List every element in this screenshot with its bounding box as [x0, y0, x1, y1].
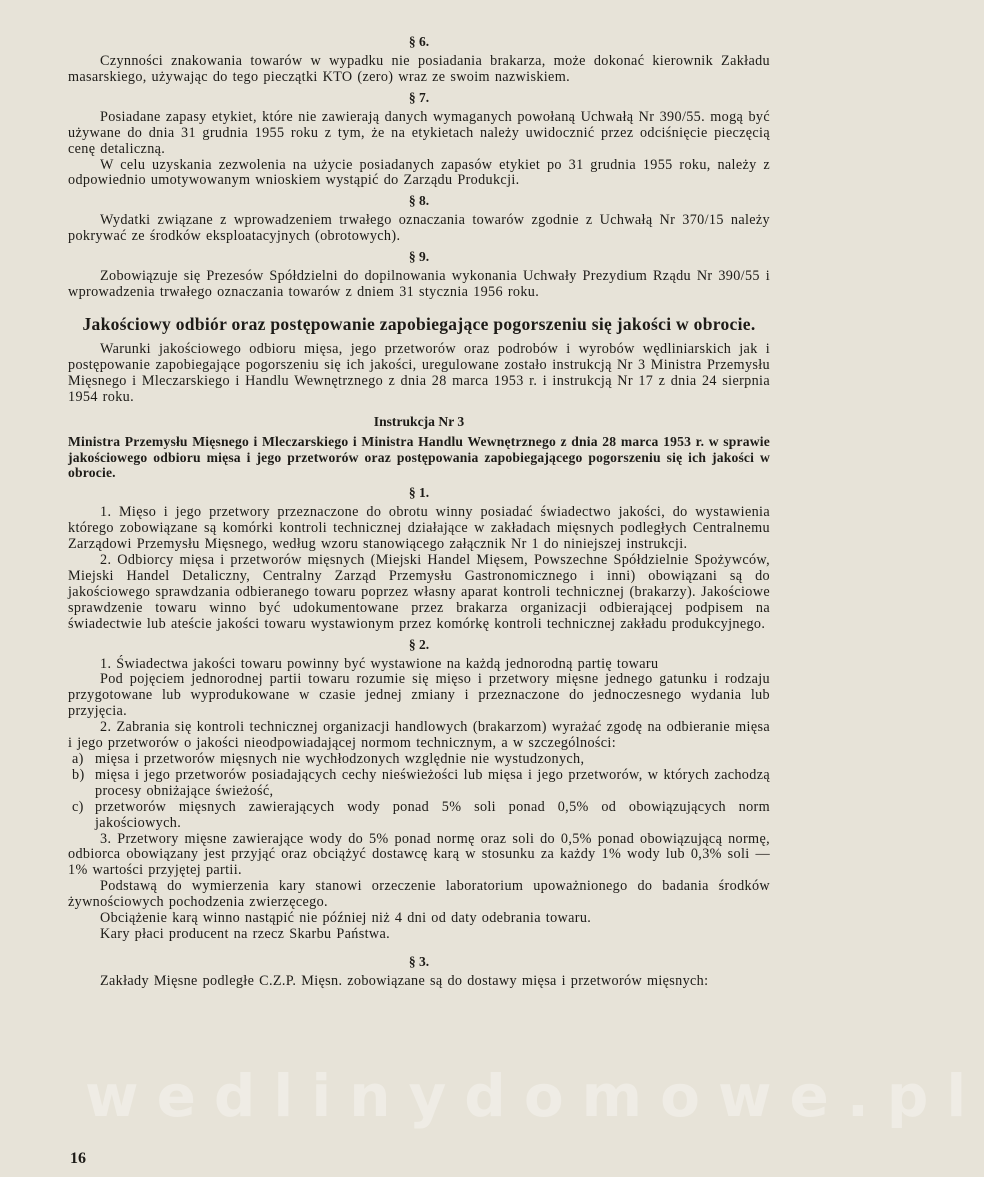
section-1: [68, 484, 770, 632]
condition-list: [68, 752, 770, 832]
instruction-description: Ministra Przemysłu Mięsnego i Mleczarskiego i Ministra Handlu Wewnętrznego z dnia 28 marca 1953 r. w sprawie jakościowego odbioru mięsa i jego przetworów oraz postępowania zapobiegającego pogorszeniu się ich jakości w obrocie.: [68, 433, 770, 481]
list-item: [68, 752, 770, 768]
paragraph: Posiadane zapasy etykiet, które nie zawierają danych wymaganych powołaną Uchwałą Nr 390/55. mogą być używane do dnia 31 grudnia 1955 roku z tym, że na etykietach należy uwidocznić przez odciśnięcie pieczęcią cenę detaliczną.: [68, 108, 770, 157]
section-7: [68, 89, 770, 190]
paragraph: Wydatki związane z wprowadzeniem trwałego oznaczania towarów zgodnie z Uchwałą Nr 370/15 należy pokrywać ze środków eksploatacyjnych (obrotowych).: [68, 212, 770, 245]
paragraph: 3. Przetwory mięsne zawierające wody do 5% ponad normę oraz soli do 0,5% ponad obowiązującą normę, odbiorca obowiązany jest przyjąć oraz obciążyć dostawcę karą w stosunku za każdy 1% wody lub 0,3% soli — 1% wartości przyjętej partii.: [68, 830, 770, 879]
section-heading: § 9.: [408, 249, 430, 265]
section-heading: § 6.: [408, 34, 430, 49]
paragraph: Zobowiązuje się Prezesów Spółdzielni do dopilnowania wykonania Uchwały Prezydium Rządu Nr 390/55 i wprowadzenia trwałego oznaczania towarów z dniem 31 stycznia 1956 roku.: [68, 268, 770, 301]
list-marker: b): [72, 766, 85, 783]
paragraph: Obciążenie karą winno nastąpić nie później niż 4 dni od daty odebrania towaru.: [100, 910, 592, 927]
watermark-text: wedlinydomowe.pl: [85, 1062, 984, 1130]
main-heading: Jakościowy odbiór oraz postępowanie zapobiegające pogorszeniu się jakości w obrocie.: [82, 313, 756, 334]
page-number: 16: [70, 1150, 86, 1167]
list-item-text: mięsa i jego przetworów posiadających cechy nieświeżości lub mięsa i jego przetworów, w których zachodzą procesy obniżające świeżość,: [95, 766, 770, 799]
paragraph: 2. Zabrania się kontroli technicznej organizacji handlowych (brakarzom) wyrażać zgodę na odbieranie mięsa i jego przetworów o jakości nieodpowiadającej normom technicznym, a w szczególności:: [68, 719, 770, 752]
paragraph: Pod pojęciem jednorodnej partii towaru rozumie się mięso i przetwory mięsne jednego gatunku i rodzaju przygotowane lub wyprodukowane w czasie jednej zmiany i przeznaczone do jednoczesnego wydania lub przyjęcia.: [68, 671, 770, 720]
section-heading: § 2.: [408, 636, 430, 652]
section-heading: § 8.: [408, 193, 430, 209]
section-2: [68, 636, 770, 943]
section-heading: § 7.: [408, 89, 430, 105]
section-9: [68, 248, 770, 301]
list-item: [68, 768, 770, 800]
paragraph: W celu uzyskania zezwolenia na użycie posiadanych zapasów etykiet po 31 grudnia 1955 roku, należy z odpowiednio umotywowanym wnioskiem wystąpić do Zarządu Produkcji.: [68, 156, 770, 189]
instruction-title: Instrukcja Nr 3: [373, 413, 465, 429]
list-marker: c): [72, 798, 84, 815]
paragraph: 1. Mięso i jego przetwory przeznaczone do obrotu winny posiadać świadectwo jakości, do wystawienia którego zobowiązane są komórki kontroli technicznej działające w zakładach mięsnych podległych Centralnemu Zarządowi Przemysłu Mięsnego, według wzoru stanowiącego załącznik Nr 1 do niniejszej instrukcji.: [68, 504, 770, 553]
list-marker: a): [72, 751, 84, 767]
list-item-text: przetworów mięsnych zawierających wody ponad 5% soli ponad 0,5% od obowiązujących norm jakościowych.: [95, 798, 770, 831]
section-heading: § 1.: [408, 485, 430, 501]
paragraph: 2. Odbiorcy mięsa i przetworów mięsnych (Miejski Handel Mięsem, Powszechne Spółdzielnie Spożywców, Miejski Handel Detaliczny, Centralny Zarząd Przemysłu Gastronomicznego i inni) obowiązani są do jakościowego sprawdzania odbieranego towaru poprzez własny aparat kontroli technicznej (brakarzy). Jakościowe sprawdzenie towaru winno być udokumentowane przez brakarza organizacji odbierającej podpisem na świadectwie lub ateście jakości towaru wystawionym przez komórkę kontroli technicznej zakładu produkcyjnego.: [68, 552, 770, 632]
section-6: [68, 33, 770, 86]
paragraph: Zakłady Mięsne podległe C.Z.P. Mięsn. zobowiązane są do dostawy mięsa i przetworów mięsnych:: [100, 972, 709, 989]
section-heading: § 3.: [408, 953, 430, 969]
paragraph: Czynności znakowania towarów w wypadku nie posiadania brakarza, może dokonać kierownik Zakładu masarskiego, używając do tego pieczątki KTO (zero) wraz ze swoim nazwiskiem.: [68, 53, 770, 85]
section-8: [68, 192, 770, 245]
paragraph: 1. Świadectwa jakości towaru powinny być wystawione na każdą jednorodną partię towaru: [100, 655, 659, 672]
section-3: [68, 953, 770, 990]
list-item: [68, 800, 770, 832]
list-item-text: mięsa i przetworów mięsnych nie wychłodzonych względnie nie wystudzonych,: [95, 751, 585, 767]
paragraph: Podstawą do wymierzenia kary stanowi orzeczenie laboratorium upoważnionego do badania środków żywnościowych pochodzenia zwierzęcego.: [68, 878, 770, 911]
intro-paragraph: Warunki jakościowego odbioru mięsa, jego przetworów oraz podrobów i wyrobów wędliniarskich jak i postępowanie zapobiegające pogorszeniu się ich jakości, uregulowane zostało instrukcją Nr 3 Ministra Przemysłu Mięsnego i Mleczarskiego i Handlu Wewnętrznego z dnia 28 marca 1953 r. i instrukcją Nr 17 z dnia 24 sierpnia 1954 roku.: [68, 340, 770, 405]
paragraph: Kary płaci producent na rzecz Skarbu Państwa.: [100, 925, 391, 942]
